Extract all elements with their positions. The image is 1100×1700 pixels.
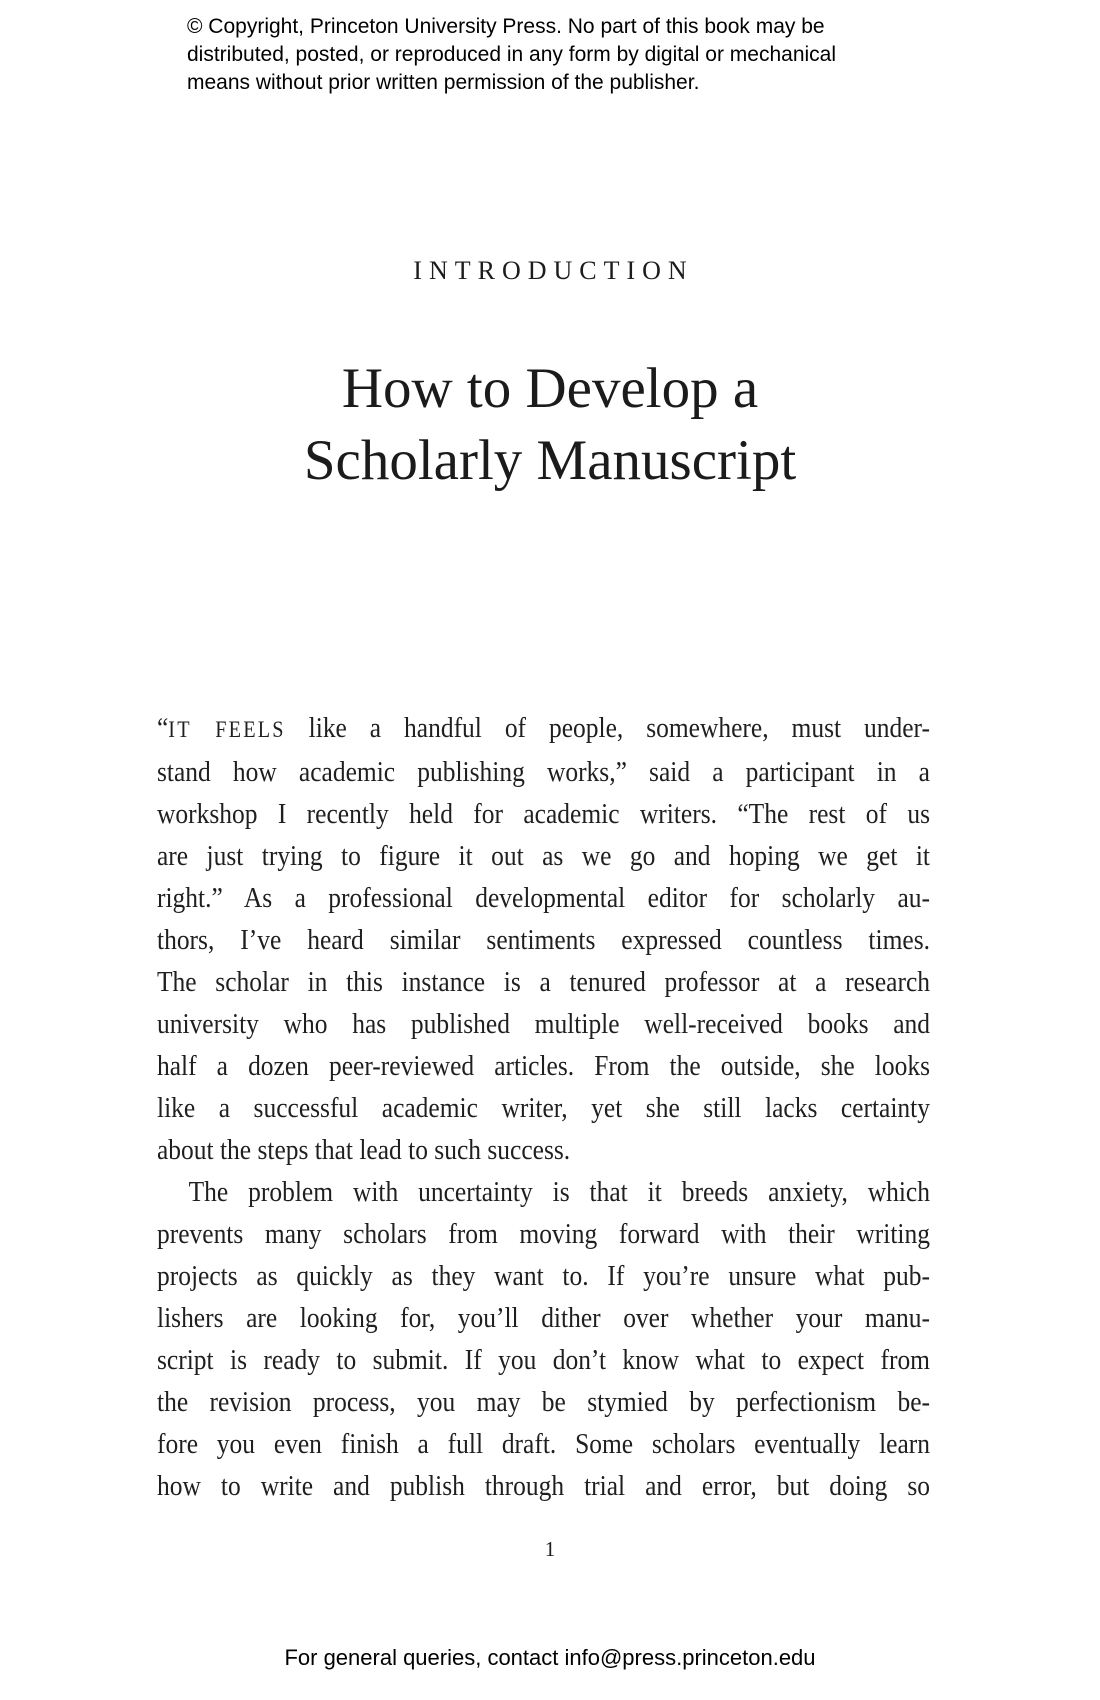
text-line: like a successful academic writer, yet she still lacks certainty [157, 1092, 930, 1124]
text-line: thors, I’ve heard similar sentiments expressed countless times. [157, 924, 930, 956]
text-line: distributed, posted, or reproduced in any form by digital or mechanical [187, 43, 837, 66]
text-line: projects as quickly as they want to. If you’re unsure what pub- [157, 1260, 930, 1292]
text-line: “IT FEELS like a handful of people, somewhere, must under- [157, 712, 930, 744]
text-line: means without prior written permission of the publisher. [187, 71, 700, 94]
text-line: workshop I recently held for academic writers. “The rest of us [157, 798, 930, 830]
text-line: script is ready to submit. If you don’t know what to expect from [157, 1344, 930, 1376]
text-line: prevents many scholars from moving forward with their writing [157, 1218, 930, 1250]
chapter-kicker: INTRODUCTION [413, 256, 694, 285]
page-number: 1 [544, 1537, 556, 1561]
text-line: right.” As a professional developmental editor for scholarly au- [157, 882, 930, 914]
text-line: how to write and publish through trial and error, but doing so [157, 1470, 930, 1502]
text-line: university who has published multiple well-received books and [157, 1008, 930, 1040]
chapter-title-line-2: Scholarly Manuscript [303, 429, 797, 492]
paragraph-1 [157, 707, 930, 1171]
text-line: © Copyright, Princeton University Press. No part of this book may be [187, 15, 825, 38]
chapter-title-line-1: How to Develop a [341, 357, 759, 420]
text-line: The problem with uncertainty is that it breeds anxiety, which [188, 1176, 930, 1208]
text-line: half a dozen peer-reviewed articles. From the outside, she looks [157, 1050, 930, 1082]
text-line: lishers are looking for, you’ll dither over whether your manu- [157, 1302, 930, 1334]
copyright-notice [187, 13, 917, 97]
text-line: The scholar in this instance is a tenured professor at a research [157, 966, 930, 998]
text-line: about the steps that lead to such success. [157, 1134, 571, 1166]
body-text [157, 707, 930, 1507]
small-caps-lead-in: IT FEELS [168, 717, 286, 742]
paragraph-2 [157, 1171, 930, 1507]
text-line: stand how academic publishing works,” said a participant in a [157, 756, 930, 788]
text-line: fore you even finish a full draft. Some scholars eventually learn [157, 1428, 930, 1460]
text-line: the revision process, you may be stymied by perfectionism be- [157, 1386, 930, 1418]
footer-contact-line: For general queries, contact info@press.princeton.edu [284, 1645, 816, 1670]
text-line: are just trying to figure it out as we go and hoping we get it [157, 840, 930, 872]
chapter-title [0, 353, 1100, 497]
